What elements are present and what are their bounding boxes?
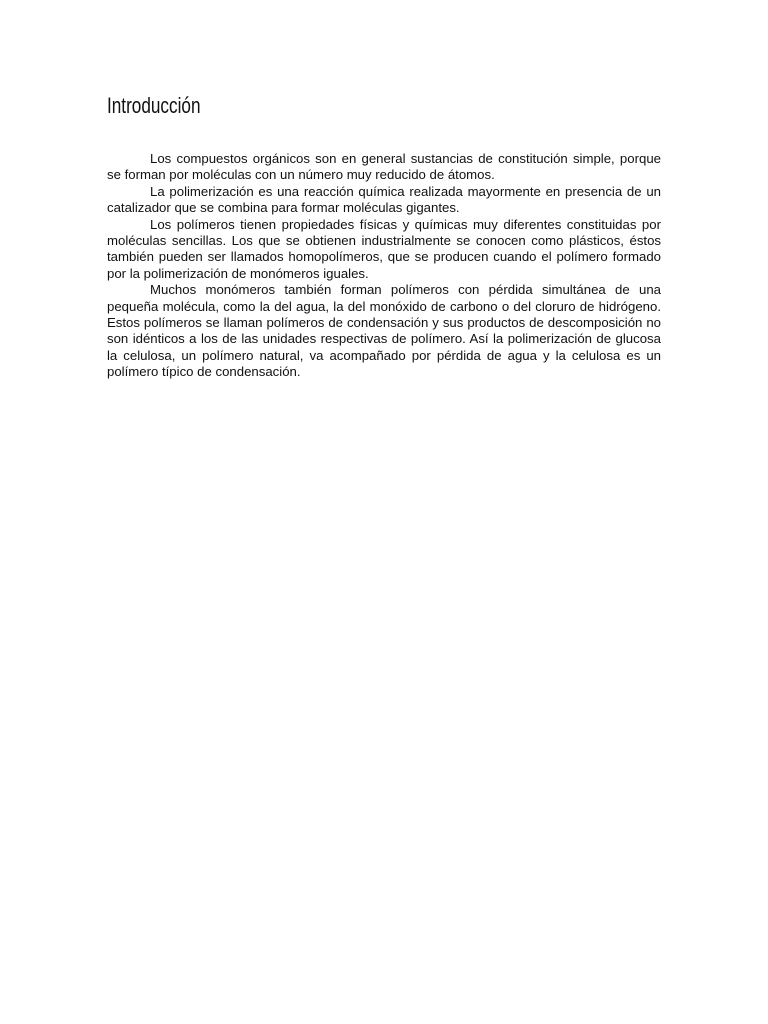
paragraph: Los compuestos orgánicos son en general sustancias de constitución simple, porque se forman por moléculas con un número muy reducido de átomos.: [107, 151, 661, 183]
paragraph: Los polímeros tienen propiedades físicas y químicas muy diferentes constituidas por moléculas sencillas. Los que se obtienen industrialmente se conocen como plásticos, éstos también pueden ser llamados homopolímeros, que se producen cuando el polímero formado por la polimerización de monómeros iguales.: [107, 216, 661, 281]
page-title: Introducción: [107, 93, 201, 118]
document-body: [107, 151, 661, 381]
paragraph: La polimerización es una reacción química realizada mayormente en presencia de un catalizador que se combina para formar moléculas gigantes.: [107, 183, 661, 216]
paragraph: Muchos monómeros también forman polímeros con pérdida simultánea de una pequeña molécula, como la del agua, la del monóxido de carbono o del cloruro de hidrógeno. Estos polímeros se llaman polímeros de condensación y sus productos de descomposición no son idénticos a los de las unidades respectivas de polímero. Así la polimerización de glucosa la celulosa, un polímero natural, va acompañado por pérdida de agua y la celulosa es un polímero típico de condensación.: [107, 282, 661, 380]
